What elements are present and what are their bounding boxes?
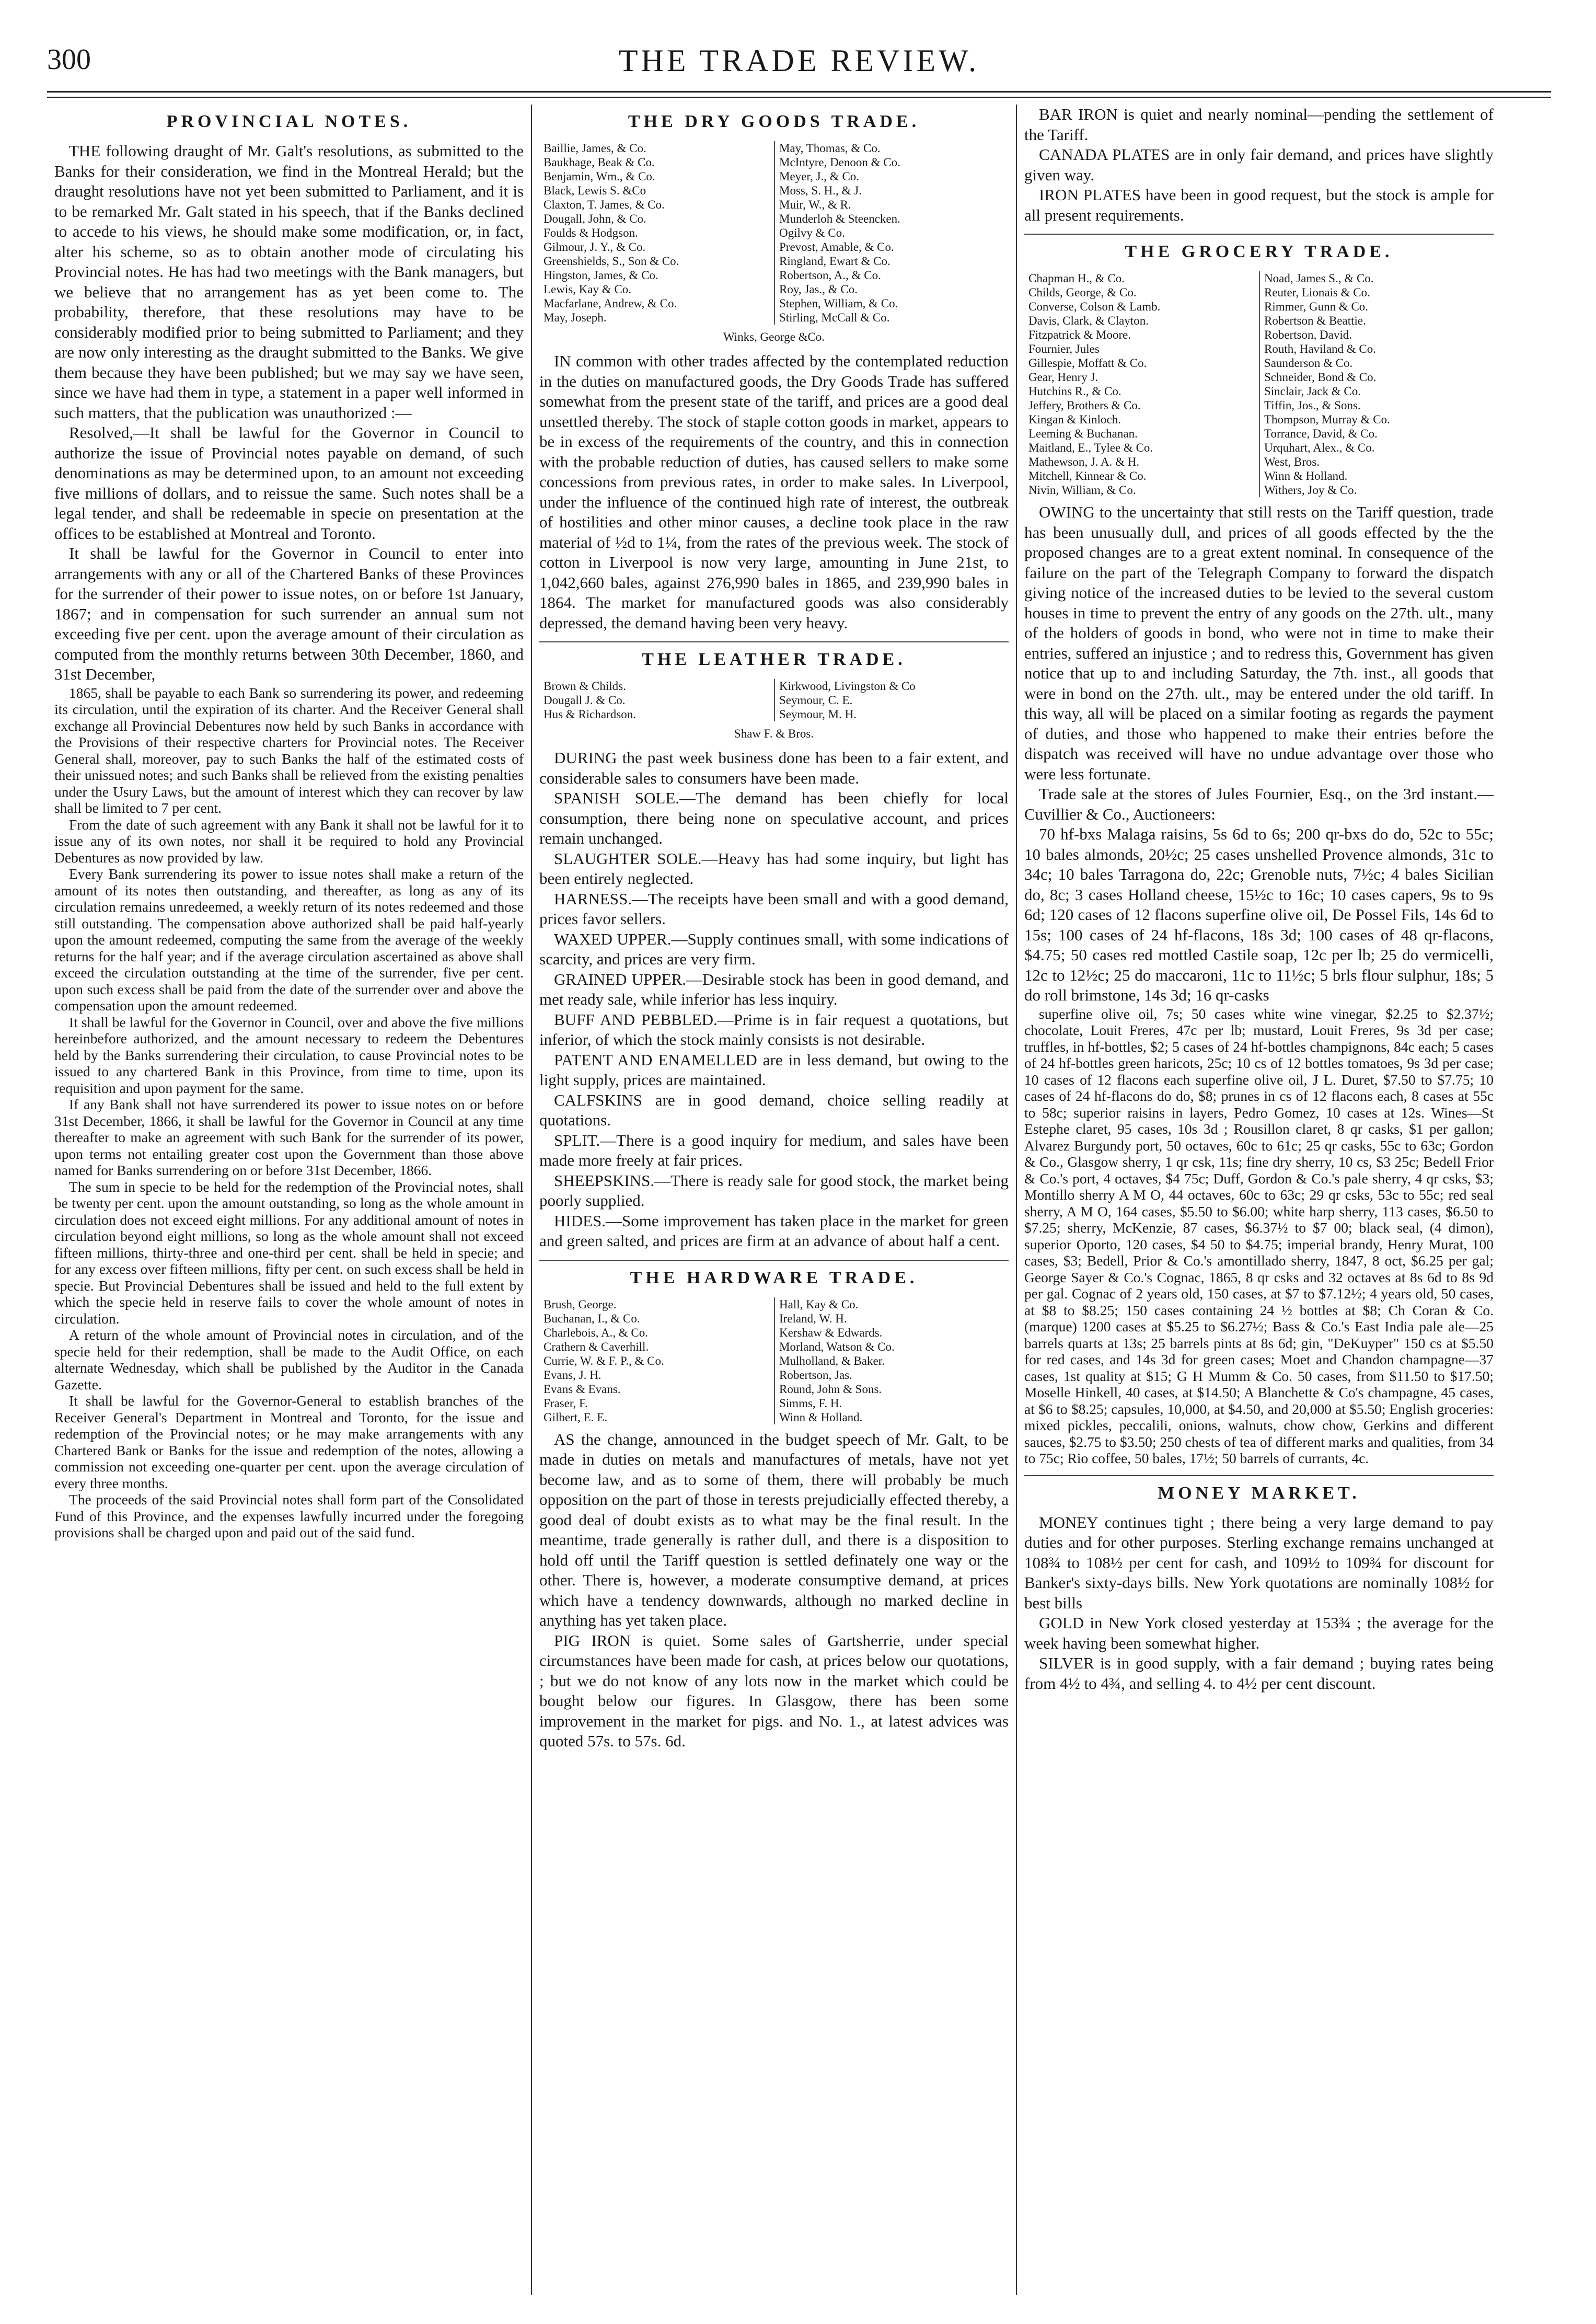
firm-name: Evans, J. H. (543, 1368, 602, 1382)
firm-name: Seymour, M. H. (779, 708, 857, 721)
firm-list-right (1259, 271, 1494, 497)
firm-name: Greenshields, S., Son & Co. (543, 255, 679, 268)
firm-name: Ogilvy & Co. (779, 226, 845, 239)
firm-name: May, Joseph. (543, 311, 607, 324)
firm-name: Morland, Watson & Co. (779, 1340, 895, 1353)
hardware-paragraph: AS the change, announced in the budget speech of Mr. Galt, to be made in duties on metals and manufactures of metals, have not yet become law, and as to some of them, there will probably be much opposition on the part of those in terests prejudicially effected thereby, a good deal of doubt exists as to what may be the final result. In the meantime, trade generally is rather dull, and there is a disposition to hold off until the Tariff question is settled definately one way or the other. There is, however, a moderate consumptive demand, at prices which have a tendency downwards, although no marked decline in anything has yet taken place. (539, 1430, 1009, 1629)
firm-name: Benjamin, Wm., & Co. (543, 170, 655, 183)
firm-list-left (539, 679, 774, 721)
firm-name: Routh, Haviland & Co. (1264, 342, 1377, 355)
firm-list-center: Shaw F. & Bros. (734, 727, 814, 740)
leather-paragraph: SPLIT.—There is a good inquiry for medium, and sales have been made more freely at fair prices. (539, 1131, 1009, 1169)
firm-name: Winn & Holland. (779, 1410, 863, 1424)
money-market-heading: MONEY MARKET. (1158, 1483, 1360, 1503)
firm-name: Hall, Kay & Co. (779, 1297, 859, 1311)
firm-name: Brown & Childs. (543, 680, 626, 693)
firm-name: Ireland, W. H. (779, 1311, 847, 1325)
grocery-paragraph: OWING to the uncertainty that still rests on the Tariff question, trade has been unusually dull, and prices of all goods effected by the the proposed changes are to a great extent nominal. In consequence of the failure on the part of the Telegraph Company to forward the dispatch giving notice of the increased duties to be levied to the several custom houses in time to prevent the entry of any goods on the 27th. ult., many of the holders of goods in bond, who were not in time to make their entries, suffered an injustice ; and to redress this, Government has given notice that up to and including Saturday, the 7th. inst., all goods that were in bond on the 27th. ult., may be entered under the old tariff. In this way, all will be placed on a similar footing as regards the payment of duties, and those who happened to make their entries before the dispatch was received will have no undue advantage over those who were less fortunate. (1024, 503, 1494, 783)
firm-name: Winn & Holland. (1264, 469, 1348, 482)
hardware-paragraph: BAR IRON is quiet and nearly nominal—pending the settlement of the Tariff. (1024, 105, 1494, 144)
firm-name: Withers, Joy & Co. (1264, 484, 1357, 497)
firm-name: Moss, S. H., & J. (779, 184, 862, 197)
firm-name: Black, Lewis S. &Co (543, 184, 646, 197)
firm-name: Fraser, F. (543, 1396, 588, 1410)
firm-name: Gilbert, E. E. (543, 1410, 607, 1424)
firm-name: Roy, Jas., & Co. (779, 283, 858, 296)
resolution-small-paragraph: It shall be lawful for the Governor in Council, over and above the five millions hereinbefore authorized, and the amount necessary to redeem the Debentures held by the Banks surrendering their circulation, to cause Provincial notes to be issued to any chartered Bank in this Province, from time to time, upon its requisition and upon payment for the same. (54, 1014, 524, 1096)
firm-name: Saunderson & Co. (1264, 356, 1353, 370)
resolution-small-paragraph: From the date of such agreement with any Bank it shall not be lawful for it to issue any of its own notes, nor shall it be required to hold any Provincial Debentures as now provided by law. (54, 816, 524, 866)
resolution-paragraph: Resolved,—It shall be lawful for the Governor in Council to authorize the issue of Provincial notes payable on demand, of such denominations as may be determined upon, to an amount not exceeding five millions of dollars, and to reissue the same. Such notes shall be a legal tender, and shall be redeemable in specie on presentation at the offices to be established at Montreal and Toronto. (54, 423, 524, 543)
section-rule (539, 1260, 1009, 1261)
leather-paragraph: SHEEPSKINS.—There is ready sale for good stock, the market being poorly supplied. (539, 1171, 1009, 1210)
money-paragraph: SILVER is in good supply, with a fair demand ; buying rates being from 4½ to 4¾, and selling 4. to 4½ per cent discount. (1024, 1654, 1494, 1693)
firm-name: Thompson, Murray & Co. (1264, 413, 1390, 426)
firm-name: Torrance, David, & Co. (1264, 427, 1378, 440)
hardware-paragraph: IRON PLATES have been in good request, but the stock is ample for all present requirements. (1024, 186, 1494, 224)
firm-list-right (774, 1297, 1009, 1424)
firm-name: Gear, Henry J. (1028, 371, 1098, 384)
firm-name: Davis, Clark, & Clayton. (1028, 314, 1149, 327)
resolution-small-paragraph: The proceeds of the said Provincial notes shall form part of the Consolidated Fund of this Province, and the expenses lawfully incurred under the foregoing provisions shall be charged upon and paid out of the said fund. (54, 1491, 524, 1540)
resolution-small-paragraph: The sum in specie to be held for the redemption of the Provincial notes, shall be twenty per cent. upon the amount outstanding, so long as the whole amount in circulation does not exceed eight millions. For any additional amount of notes in circulation beyond eight millions, so long as the whole amount shall not exceed fifteen millions, thirty-three and one-third per cent. shall be held in specie; and for any excess over fifteen millions, fifty per cent. on such excess shall be held in specie. But Provincial Debentures shall be issued and held to the full extent by which the specie held in reserve fails to cover the whole amount of notes in circulation. (54, 1178, 524, 1327)
leather-paragraph: DURING the past week business done has been to a fair extent, and considerable sales to consumers have been made. (539, 749, 1009, 787)
grocery-firm-list (1024, 271, 1494, 497)
page-header (47, 37, 1551, 89)
header-rule (47, 91, 1551, 98)
firm-name: Munderloh & Steencken. (779, 212, 900, 225)
section-rule (539, 641, 1009, 642)
firm-name: Charlebois, A., & Co. (543, 1326, 648, 1339)
dry-goods-paragraph: IN common with other trades affected by the contemplated reduction in the duties on manufactured goods, the Dry Goods Trade has suffered somewhat from the present state of the tariff, and prices are a good deal unsettled thereby. The stock of staple cotton goods in market, appears to be in excess of the requirements of the country, and this in connection with the probable reduction of duties, has caused sellers to make some concessions from previous rates, in order to make sales. In Liverpool, under the influence of the continued high rate of interest, the outbreak of hostilities and other minor causes, a decline took place in the raw material of ½d to 1¼, from the rates of the previous week. The stock of cotton in Liverpool is now very large, amounting in June 21st, to 1,042,660 bales, against 276,990 bales in 1865, and 239,990 bales in 1864. The market for manufactured goods was also considerably depressed, the demand having been very heavy. (539, 352, 1009, 632)
section-rule (1024, 234, 1494, 235)
grocery-paragraph: 70 hf-bxs Malaga raisins, 5s 6d to 6s; 200 qr-bxs do do, 52c to 55c; 10 bales almonds, 20½c; 25 cases unshelled Provence almonds, 31c to 34c; 10 bales Tarragona do, 22c; Grenoble nuts, 7½c; 4 bales Sicilian do, 8c; 3 cases Holland cheese, 15½c to 16c; 10 cases capers, 9s to 9s 6d; 120 cases of 12 flacons superfine olive oil, De Possel Fils, 14s 6d to 15s; 100 cases of 24 hf-flacons, 18s 3d; 100 cases of 48 qr-flacons, $4.75; 50 cases red mottled Castile soap, 12c per lb; 25 do vermicelli, 12c to 12½c; 25 do maccaroni, 11c to 11½c; 5 brls flour sulphur, 18s; 5 do roll brimstone, 14s 3d; 16 qr-casks (1024, 825, 1494, 1004)
firm-list-right (774, 141, 1009, 325)
resolution-small-paragraph: 1865, shall be payable to each Bank so surrendering its power, and redeeming its circulation, until the expiration of its charter. And the Receiver General shall exchange all Provincial Debentures now held by such Banks in accordance with the Provisions of their respective charters for Provincial notes. The Receiver General shall, moreover, pay to such Banks the half of the estimated costs of their unissued notes; and such Banks shall be relieved from the existing penalties under the Usury Laws, but the amount of interest which they can recover by law shall be limited to 7 per cent. (54, 684, 524, 816)
publication-title: THE TRADE REVIEW. (618, 43, 980, 78)
firm-name: Kirkwood, Livingston & Co (779, 680, 916, 693)
leather-paragraph: SLAUGHTER SOLE.—Heavy has had some inquiry, but light has been entirely neglected. (539, 849, 1009, 888)
firm-name: Fitzpatrick & Moore. (1028, 328, 1131, 341)
firm-name: Crathern & Caverhill. (543, 1340, 649, 1353)
firm-list-left (1024, 271, 1259, 497)
firm-name: Robertson & Beattie. (1264, 314, 1366, 327)
firm-name: Robertson, A., & Co. (779, 269, 881, 282)
firm-name: Evans & Evans. (543, 1382, 621, 1396)
firm-name: West, Bros. (1264, 455, 1320, 468)
firm-list-left (539, 141, 774, 325)
firm-name: Lewis, Kay & Co. (543, 283, 632, 296)
hardware-heading: THE HARDWARE TRADE. (630, 1268, 918, 1287)
firm-name: Chapman H., & Co. (1028, 272, 1125, 285)
resolution-small-paragraph: It shall be lawful for the Governor-General to establish branches of the Receiver General's Department in Montreal and Toronto, for the issue and redemption of the Provincial notes; or he may make arrangements with any Chartered Bank or Banks for the issue and redemption of the notes, allowing a commission not exceeding one-quarter per cent. upon the average circulation of every three months. (54, 1393, 524, 1491)
firm-name: Stephen, William, & Co. (779, 297, 898, 310)
firm-name: Hingston, James, & Co. (543, 269, 658, 282)
resolution-small-paragraph: If any Bank shall not have surrendered its power to issue notes on or before 31st December, 1866, it shall be lawful for the Governor in Council at any time thereafter to make an agreement with such Bank for the surrender of its power, upon terms not entailing greater cost upon the Government than those above named for Banks surrendering on or before 31st December, 1866. (54, 1096, 524, 1178)
firm-name: Converse, Colson & Lamb. (1028, 300, 1161, 313)
firm-name: Seymour, C. E. (779, 694, 853, 707)
leather-paragraph: HIDES.—Some improvement has taken place in the market for green and green salted, and prices are firm at an advance of about half a cent. (539, 1211, 1009, 1250)
firm-name: Reuter, Lionais & Co. (1264, 286, 1370, 299)
firm-list-right (774, 679, 1009, 721)
firm-name: Maitland, E., Tylee & Co. (1028, 441, 1153, 454)
firm-name: Macfarlane, Andrew, & Co. (543, 297, 677, 310)
leather-firm-list (539, 679, 1009, 721)
hardware-paragraph: CANADA PLATES are in only fair demand, and prices have slightly given way. (1024, 145, 1494, 184)
leather-paragraph: BUFF AND PEBBLED.—Prime is in fair request a quotations, but inferior, of which the stock mainly consists is not desirable. (539, 1010, 1009, 1049)
column-3 (1017, 105, 1501, 2295)
section-rule (1024, 1475, 1494, 1476)
leather-paragraph: GRAINED UPPER.—Desirable stock has been in good demand, and met ready sale, while inferior has less inquiry. (539, 970, 1009, 1008)
firm-name: Simms, F. H. (779, 1396, 842, 1410)
firm-name: Muir, W., & R. (779, 198, 851, 211)
firm-name: Brush, George. (543, 1297, 617, 1311)
columns (47, 105, 1551, 2295)
hardware-paragraph: PIG IRON is quiet. Some sales of Gartsherrie, under special circumstances have been made for cash, at prices below our quotations, ; but we do not know of any lots now in the market which could be bought below our figures. In Glasgow, there has been some improvement in the market for pigs. and No. 1., at latest advices was quoted 57s. to 57s. 6d. (539, 1631, 1009, 1750)
firm-name: Kershaw & Edwards. (779, 1326, 883, 1339)
firm-name: Hutchins R., & Co. (1028, 385, 1121, 398)
grocery-heading: THE GROCERY TRADE. (1125, 242, 1393, 261)
firm-name: Buchanan, I., & Co. (543, 1311, 640, 1325)
leather-heading: THE LEATHER TRADE. (642, 650, 906, 669)
firm-name: Gilmour, J. Y., & Co. (543, 240, 646, 254)
provincial-notes-heading: PROVINCIAL NOTES. (166, 112, 412, 131)
leather-paragraph: SPANISH SOLE.—The demand has been chiefly for local consumption, there being none on speculative account, and prices remain unchanged. (539, 789, 1009, 847)
firm-name: Dougall, John, & Co. (543, 212, 646, 225)
firm-name: Round, John & Sons. (779, 1382, 882, 1396)
money-paragraph: MONEY continues tight ; there being a very large demand to pay duties and for other purposes. Sterling exchange remains unchanged at 108¾ to 108½ per cent for cash, and 109½ to 109¾ for discount for Banker's sixty-days bills. New York quotations are nominally 108½ for best bills (1024, 1513, 1494, 1612)
firm-name: Robertson, David. (1264, 328, 1352, 341)
firm-name: Gillespie, Moffatt & Co. (1028, 356, 1147, 370)
firm-name: McIntyre, Denoon & Co. (779, 156, 900, 169)
page-number: 300 (47, 43, 91, 76)
column-2 (532, 105, 1016, 2295)
firm-name: Mulholland, & Baker. (779, 1354, 885, 1367)
firm-name: Tiffin, Jos., & Sons. (1264, 399, 1361, 412)
firm-name: Baukhage, Beak & Co. (543, 156, 655, 169)
grocery-small-paragraph: superfine olive oil, 7s; 50 cases white wine vinegar, $2.25 to $2.37½; chocolate, Louit Freres, 47c per lb; mustard, Louit Freres, 9s 3d per case; truffles, in hf-bottles, $2; 5 cases of 24 hf-bottles champignons, 84c each; 5 cases of 24 hf-bottles green haricots, 25c; 10 cs of 12 bottles tomatoes, 9s 3d per case; 10 cases of 12 flacons each superfine olive oil, J L. Duret, $7.50 to $7.75; 10 cases of 24 hf-flacons do do, $8; prunes in cs of 12 flacons each, 8 cases at 55c to 58c; superior raisins in layers, Pedro Gomez, 10 cases at 12s. Wines—St Estephe claret, 95 cases, 10s 3d ; Rousillon claret, 8 qr casks, $1 per gallon; Alvarez Burgundy port, 50 octaves, 60c to 61c; 25 qr casks, 55c to 63c; Gordon & Co., Glasgow sherry, 1 qr csk, 11s; fine dry sherry, 10 cs, $3 25c; Bedell Frior & Co.'s port, 4 octaves, $4 75c; Duff, Gordon & Co.'s pale sherry, 4 qr csks, $3; Montillo sherry A M O, 44 octaves, 60c to 63c; 29 qr csks, 53c to 55c; red seal sherry, A M O, 164 cases, $5.50 to $6.00; white harp sherry, 113 cases, $6.50 to $7.25; sherry, McKenzie, 87 cases, $6.37½ to $7 00; black seal, (4 dimon), superior Oporto, 120 cases, $4 50 to $4.75; imperial brandy, Henry Murat, 100 cases, $3; Bedell, Prior & Co.'s amontillado sherry, 1847, 8 oct, $6.25 per gal; George Sayer & Co.'s Cognac, 1865, 8 qr csks and 32 octaves at 8s 6d to 8s 9d per gal. Cognac of 2 years old, 150 cases, at $7 to $7.12½; 4 years old, 50 cases, at $8 to $8.25; 150 cases containing 24 ½ bottles at $8; Ch Coran & Co. (marque) 1200 cases at $5.25 to $6.27½; Bass & Co.'s East India pale ale—25 barrels quarts at 13s; 25 barrels pints at 8s 6d; gin, "DeKuyper" 150 cs at $5.50 for red cases, and 14s 3d for green cases; Moet and Chandon champagne—37 cases, 1st quality at $15; G H Mumm & Co. 50 cases, from $11.50 to $17.50; Moselle Hinkell, 40 cases, at $14.50; A Blanchette & Co's champagne, 45 cases, at $6 to $8.25; capsules, 10,000, at $4.50, and 20,000 at $5.50; English groceries: mixed pickles, peccalili, onions, walnuts, chow chow, Gerkins and different sauces, $2.75 to $3.50; 250 chests of tea of different marks and qualities, from 34 to 75c; Rio coffee, 50 bales, 17½; 50 barrels of currants, 4c. (1024, 1005, 1494, 1466)
firm-name: Prevost, Amable, & Co. (779, 240, 894, 254)
resolution-small-paragraph: Every Bank surrendering its power to issue notes shall make a return of the amount of its notes then outstanding, and thereafter, as long as any of its circulation remains unredeemed, a weekly return of its notes redeemed and those still outstanding. The compensation above authorized shall be paid half-yearly upon the amount redeemed, computing the same from the average of the weekly returns for the half year; and if the average circulation ascertained as above shall exceed the circulation outstanding at the time of the surrender, five per cent. upon such excess shall be paid from the date of the surrender over and above the compensation upon the amount redeemed. (54, 866, 524, 1014)
column-1 (47, 105, 531, 2295)
firm-name: Baillie, James, & Co. (543, 142, 646, 155)
dry-goods-heading: THE DRY GOODS TRADE. (628, 112, 920, 131)
firm-name: Robertson, Jas. (779, 1368, 852, 1382)
firm-name: Nivin, William, & Co. (1028, 484, 1136, 497)
firm-name: May, Thomas, & Co. (779, 142, 881, 155)
firm-name: Jeffery, Brothers & Co. (1028, 399, 1141, 412)
firm-name: Foulds & Hodgson. (543, 226, 638, 239)
firm-name: Dougall J. & Co. (543, 694, 626, 707)
firm-name: Noad, James S., & Co. (1264, 272, 1374, 285)
firm-name: Claxton, T. James, & Co. (543, 198, 665, 211)
firm-name: Schneider, Bond & Co. (1264, 371, 1377, 384)
firm-name: Kingan & Kinloch. (1028, 413, 1121, 426)
firm-name: Mitchell, Kinnear & Co. (1028, 469, 1147, 482)
firm-list-left (539, 1297, 774, 1424)
hardware-firm-list (539, 1297, 1009, 1424)
firm-name: Currie, W. & F. P., & Co. (543, 1354, 664, 1367)
leather-paragraph: HARNESS.—The receipts have been small and with a good demand, prices favor sellers. (539, 889, 1009, 928)
resolution-small-paragraph: A return of the whole amount of Provincial notes in circulation, and of the specie held for their redemption, shall be made to the Audit Office, on each alternate Wednesday, which shall be published by the Auditor in the Canada Gazette. (54, 1327, 524, 1393)
leather-paragraph: PATENT AND ENAMELLED are in less demand, but owing to the light supply, prices are maintained. (539, 1050, 1009, 1089)
firm-name: Hus & Richardson. (543, 708, 636, 721)
resolution-paragraph: It shall be lawful for the Governor in Council to enter into arrangements with any or all of the Chartered Banks of these Provinces for the surrender of their power to issue notes, on or before 1st January, 1867; and in compensation for such surrender an annual sum not exceeding five per cent. upon the average amount of their circulation as computed from the monthly returns between 30th December, 1860, and 31st December, (54, 544, 524, 683)
firm-name: Urquhart, Alex., & Co. (1264, 441, 1375, 454)
dry-goods-firm-list (539, 141, 1009, 325)
firm-name: Sinclair, Jack & Co. (1264, 385, 1361, 398)
leather-paragraph: WAXED UPPER.—Supply continues small, with some indications of scarcity, and prices are very firm. (539, 929, 1009, 968)
firm-list-center: Winks, George &Co. (723, 330, 825, 343)
firm-name: Rimmer, Gunn & Co. (1264, 300, 1369, 313)
firm-name: Mathewson, J. A. & H. (1028, 455, 1140, 468)
provincial-notes-intro: THE following draught of Mr. Galt's resolutions, as submitted to the Banks for their consideration, we find in the Montreal Herald; but the draught resolutions have not yet been submitted to Parliament, and it is to be remarked Mr. Galt stated in his speech, that if the Banks declined to accede to his views, he should make some modification, or, in fact, alter his scheme, so as to obtain another mode of circulating his Provincial notes. He has had two meetings with the Bank managers, but we believe that no arrangement has as yet been come to. The probability, therefore, that these resolutions may have to be considerably modified prior to being submitted to Parliament; and they are now only interesting as the draught submitted to the Banks. We give them because they have been published; but we may say we have seen, since we have had them in type, a statement in a paper well informed in such matters, that the publication was unauthorized :— (54, 142, 524, 422)
firm-name: Childs, George, & Co. (1028, 286, 1137, 299)
firm-name: Stirling, McCall & Co. (779, 311, 890, 324)
firm-name: Fournier, Jules (1028, 342, 1100, 355)
money-paragraph: GOLD in New York closed yesterday at 153¾ ; the average for the week having been somewhat higher. (1024, 1614, 1494, 1652)
firm-name: Ringland, Ewart & Co. (779, 255, 890, 268)
grocery-paragraph: Trade sale at the stores of Jules Fournier, Esq., on the 3rd instant.—Cuvillier & Co., Auctioneers: (1024, 785, 1494, 823)
firm-name: Meyer, J., & Co. (779, 170, 860, 183)
newspaper-page (47, 37, 1551, 2300)
firm-name: Leeming & Buchanan. (1028, 427, 1138, 440)
leather-paragraph: CALFSKINS are in good demand, choice selling readily at quotations. (539, 1090, 1009, 1129)
